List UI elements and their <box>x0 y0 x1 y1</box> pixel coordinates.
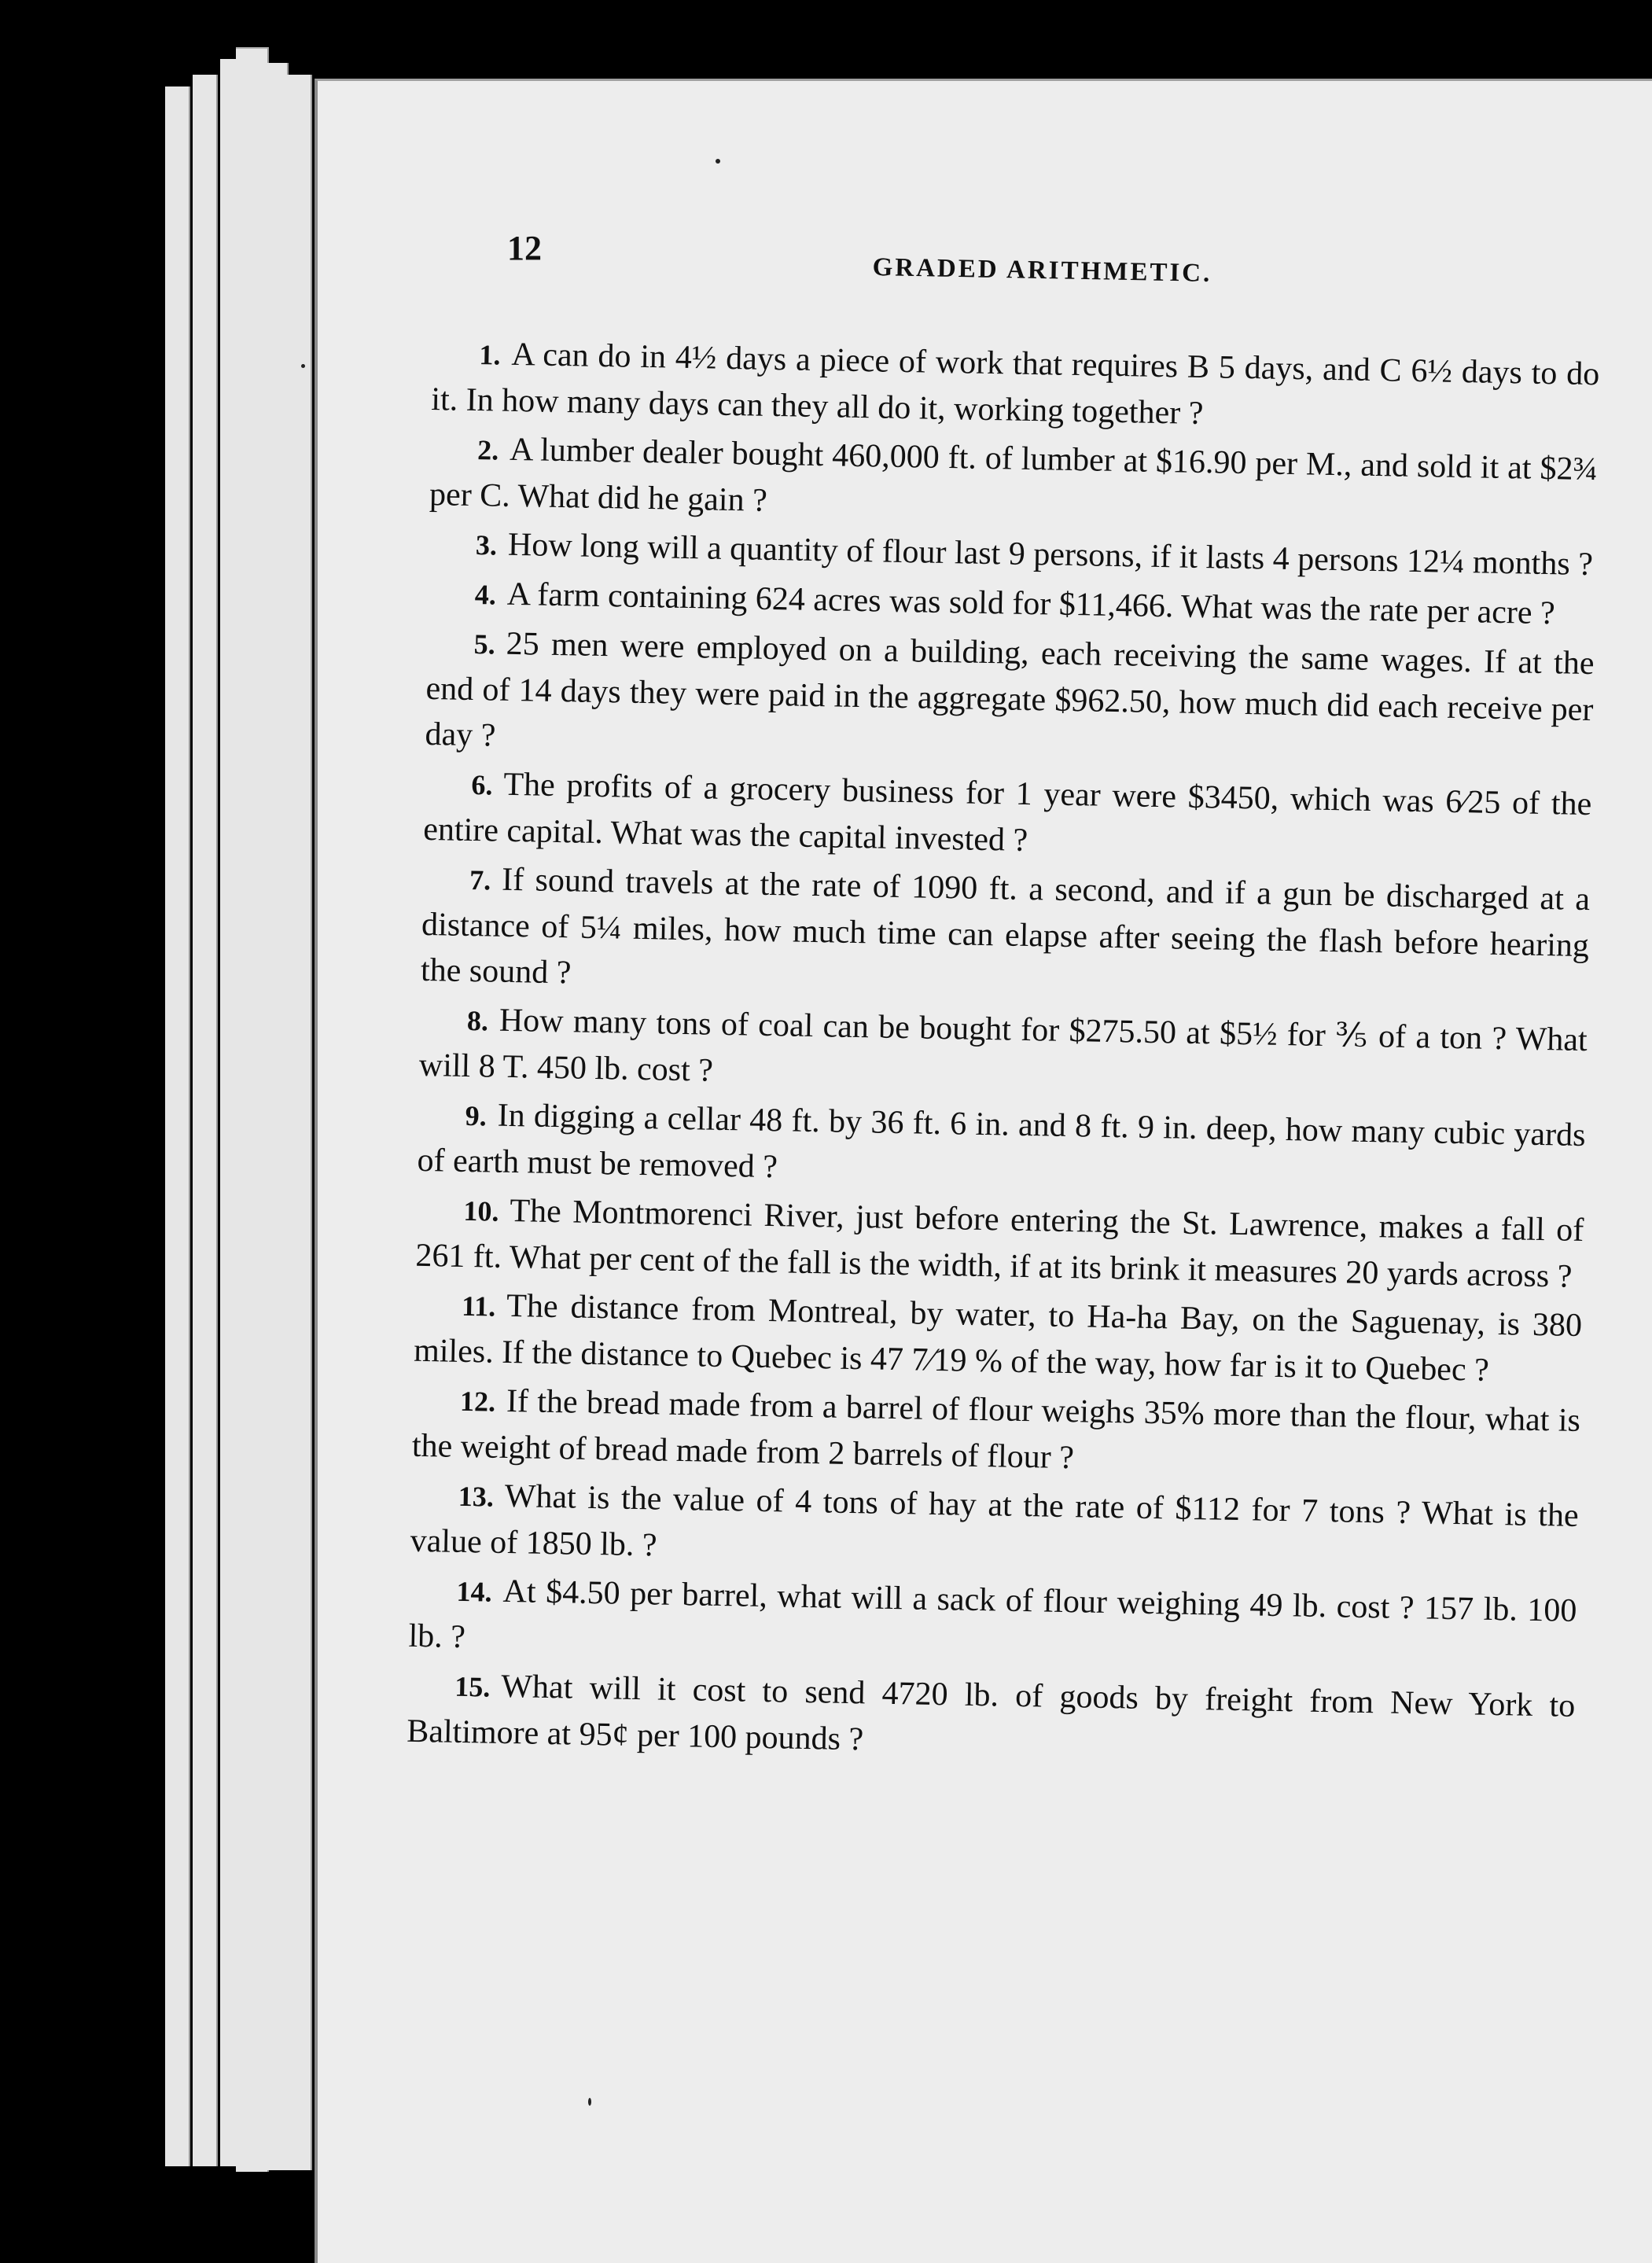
problem-text: How many tons of coal can be bought for $275.50 at $5½ for ⅗ of a ton ? What will 8 T. 450 lb. cost ? <box>418 1002 1588 1089</box>
running-head: GRADED ARITHMETIC. <box>872 253 1212 288</box>
problem-number: 10. <box>463 1194 499 1227</box>
problem-item <box>407 1662 1576 1775</box>
page-stack-edge <box>165 86 190 2166</box>
problem-number: 11. <box>461 1290 496 1323</box>
problem-text: A farm containing 624 acres was sold for $11,466. What was the rate per acre ? <box>506 576 1556 632</box>
problem-number: 7. <box>469 863 491 896</box>
problem-text: At $4.50 per barrel, what will a sack of flour weighing 49 lb. cost ? 157 lb. 100 lb. ? <box>408 1573 1577 1656</box>
page-stack-edge <box>193 75 218 2166</box>
problem-number: 8. <box>466 1004 489 1037</box>
problem-text: A can do in 4½ days a piece of work that requires B 5 days, and C 6½ days to do it. In how many days can they all do it, working together ? <box>430 336 1600 432</box>
problem-text: The profits of a grocery business for 1 year were $3450, which was 6⁄25 of the entire capital. What was the capital invested ? <box>422 766 1592 859</box>
problem-number: 6. <box>471 769 493 801</box>
problem-text: If the bread made from a barrel of flour weighs 35% more than the flour, what is the weight of bread made from 2 barrels of flour ? <box>411 1382 1581 1477</box>
problem-text: The distance from Montreal, by water, to Ha-ha Bay, on the Saguenay, is 380 miles. If the distance to Quebec is 47 7⁄19 % of the way, how far is it to Quebec ? <box>413 1287 1583 1389</box>
problem-text: The Montmorenci River, just before entering the St. Lawrence, makes a fall of 261 ft. What per cent of the fall is the width, if at its brink it measures 20 yards across ? <box>415 1192 1584 1295</box>
problem-item <box>417 1091 1586 1205</box>
problem-number: 12. <box>459 1385 496 1418</box>
scan-speck <box>301 364 305 368</box>
problem-item <box>411 1377 1580 1490</box>
problem-item <box>408 1567 1577 1680</box>
problem-number: 13. <box>458 1480 495 1513</box>
problem-number: 15. <box>454 1670 491 1703</box>
problem-number: 9. <box>465 1099 488 1132</box>
scan-speck <box>588 2098 591 2106</box>
problem-item <box>425 620 1595 778</box>
problem-number: 3. <box>475 529 498 561</box>
problem-item <box>410 1472 1579 1585</box>
problem-text: What is the value of 4 tons of hay at the rate of $112 for 7 tons ? What is the value of 1850 lb. ? <box>410 1477 1580 1564</box>
problem-text: What will it cost to send 4720 lb. of goods by freight from New York to Baltimore at 95¢ per 100 pounds ? <box>406 1668 1576 1758</box>
problem-number: 2. <box>476 434 499 466</box>
problem-item <box>429 425 1599 539</box>
problem-text: If sound travels at the rate of 1090 ft. a second, and if a gun be discharged at a distance of 5¼ miles, how much time can elapse after seeing the flash before hearing the sound ? <box>420 861 1591 992</box>
problem-text: How long will a quantity of flour last 9 persons, if it lasts 4 persons 12¼ months ? <box>507 526 1594 583</box>
problem-number: 14. <box>456 1575 492 1608</box>
problem-item <box>418 996 1588 1109</box>
problem-item <box>423 760 1592 874</box>
problem-text: In digging a cellar 48 ft. by 36 ft. 6 in. and 8 ft. 9 in. deep, how many cubic yards of earth must be removed ? <box>417 1097 1586 1186</box>
problem-list <box>407 330 1600 1779</box>
problem-number: 5. <box>473 628 496 661</box>
problem-number: 4. <box>474 579 497 611</box>
problem-item <box>421 856 1591 1014</box>
problem-text: A lumber dealer bought 460,000 ft. of lumber at $16.90 per M., and sold it at $2¾ per C. What did he gain ? <box>429 431 1599 519</box>
problem-item <box>415 1187 1584 1300</box>
problem-text: 25 men were employed on a building, each receiving the same wages. If at the end of 14 days they were paid in the aggregate $962.50, how much did each receive per day ? <box>425 625 1595 754</box>
page-number: 12 <box>507 229 542 267</box>
scan-speck <box>716 159 720 164</box>
page-stack-edge <box>279 75 312 2170</box>
problem-item <box>414 1282 1583 1395</box>
problem-number: 1. <box>479 339 501 371</box>
